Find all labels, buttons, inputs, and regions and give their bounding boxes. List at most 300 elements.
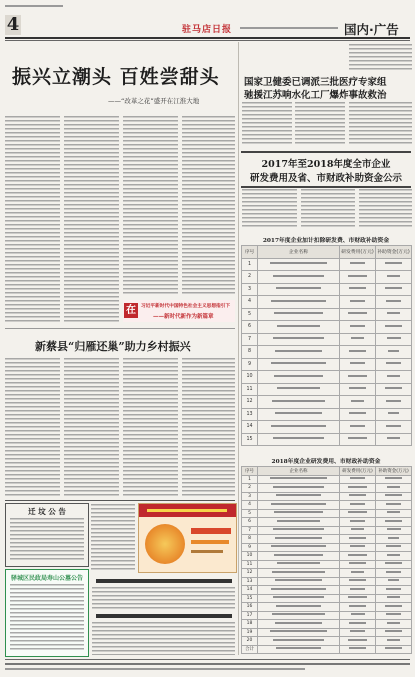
table-row — [242, 637, 412, 646]
table1-header-rd-cost: 研发费用(万元) — [340, 246, 376, 259]
row-seq: 1 — [242, 475, 258, 484]
header-rule — [5, 37, 410, 39]
table1-title: 2017年度企业加计扣除研发费、市财政补助资金 — [262, 238, 390, 244]
cell-text-bar — [276, 287, 321, 289]
cell-text-bar — [385, 494, 403, 496]
cemetery-notice-body — [10, 584, 84, 652]
row-subsidy — [376, 396, 412, 409]
cell-text-bar — [387, 622, 399, 624]
cell-text-bar — [350, 325, 366, 327]
row-seq: 11 — [242, 383, 258, 396]
row-seq: 14 — [242, 586, 258, 595]
row-company — [258, 501, 340, 510]
row-rd-cost — [340, 271, 376, 284]
cell-text-bar — [388, 579, 400, 581]
cell-text-bar — [275, 622, 323, 624]
row-company — [258, 560, 340, 569]
table1-header-row — [242, 246, 412, 259]
table1-header-seq: 序号 — [242, 246, 258, 259]
row-rd-cost — [340, 321, 376, 334]
cell-text-bar — [349, 494, 366, 496]
cell-text-bar — [348, 437, 367, 439]
editor-credits — [240, 27, 338, 29]
lottery-ad-banner-text — [147, 509, 227, 512]
row-company — [258, 296, 340, 309]
row-seq: 12 — [242, 396, 258, 409]
cell-text-bar — [350, 520, 366, 522]
row-subsidy — [376, 258, 412, 271]
row-company — [258, 346, 340, 359]
row-subsidy — [376, 484, 412, 493]
row-seq: 6 — [242, 518, 258, 527]
row-subsidy — [376, 501, 412, 510]
row-company — [258, 509, 340, 518]
cell-text-bar — [385, 630, 401, 632]
row-seq: 19 — [242, 628, 258, 637]
cell-text-bar — [277, 387, 321, 389]
disclosure-body-col3 — [359, 189, 412, 229]
cell-text-bar — [277, 562, 321, 564]
cell-text-bar — [387, 486, 401, 488]
row-rd-cost — [340, 535, 376, 544]
row-subsidy — [376, 333, 412, 346]
cemetery-notice — [5, 569, 89, 657]
row-rd-cost — [340, 492, 376, 501]
table1-body — [242, 258, 412, 446]
cell-text-bar — [350, 630, 365, 632]
table-row — [242, 321, 412, 334]
row-company — [258, 408, 340, 421]
row-subsidy — [376, 296, 412, 309]
row-subsidy — [376, 271, 412, 284]
row-subsidy — [376, 408, 412, 421]
right-headline-line-2: 驰援江苏响水化工厂爆炸事故救治 — [244, 90, 387, 101]
table-row — [242, 509, 412, 518]
disclosure-title-box — [241, 151, 411, 188]
row-subsidy — [376, 611, 412, 620]
table-row — [242, 552, 412, 561]
row-subsidy — [376, 346, 412, 359]
cell-text-bar — [349, 287, 366, 289]
cell-text-bar — [271, 425, 327, 427]
row-subsidy — [376, 358, 412, 371]
cell-text-bar — [276, 605, 321, 607]
row-subsidy — [376, 637, 412, 646]
row-seq: 1 — [242, 258, 258, 271]
cell-text-bar — [349, 562, 365, 564]
row-subsidy — [376, 518, 412, 527]
row-seq: 15 — [242, 594, 258, 603]
table2-header-seq: 序号 — [242, 467, 258, 476]
row-subsidy — [376, 421, 412, 434]
cell-text-bar — [274, 511, 323, 513]
row-rd-cost — [340, 645, 376, 654]
cell-text-bar — [351, 528, 364, 530]
cell-text-bar — [350, 362, 365, 364]
footer-info-line-1 — [5, 663, 410, 665]
row-company — [258, 577, 340, 586]
row-company — [258, 433, 340, 446]
row-seq: 合计 — [242, 645, 258, 654]
row-rd-cost — [340, 509, 376, 518]
cell-text-bar — [387, 437, 400, 439]
row-company — [258, 321, 340, 334]
row-company — [258, 258, 340, 271]
row-company — [258, 611, 340, 620]
row-subsidy — [376, 628, 412, 637]
row-seq: 2 — [242, 484, 258, 493]
row-seq: 4 — [242, 501, 258, 510]
row-subsidy — [376, 535, 412, 544]
row-seq: 8 — [242, 535, 258, 544]
page-number: 4 — [6, 14, 20, 35]
row-seq: 11 — [242, 560, 258, 569]
right-article-body-col3 — [349, 102, 412, 146]
cell-text-bar — [273, 437, 323, 439]
row-subsidy — [376, 492, 412, 501]
row-rd-cost — [340, 433, 376, 446]
row-rd-cost — [340, 637, 376, 646]
cell-text-bar — [385, 520, 401, 522]
table-row — [242, 543, 412, 552]
main-article-body-col4 — [182, 116, 235, 296]
row-company — [258, 421, 340, 434]
cell-text-bar — [271, 545, 326, 547]
cell-text-bar — [273, 528, 325, 530]
cell-text-bar — [386, 503, 401, 505]
row-subsidy — [376, 283, 412, 296]
cell-text-bar — [350, 425, 365, 427]
row-rd-cost — [340, 408, 376, 421]
lottery-ad — [138, 503, 237, 573]
table-row — [242, 433, 412, 446]
cell-text-bar — [276, 647, 321, 649]
row-seq: 14 — [242, 421, 258, 434]
cell-text-bar — [387, 375, 400, 377]
table-row — [242, 518, 412, 527]
header-rule-thin — [5, 40, 410, 41]
lottery-ad-headline — [191, 528, 231, 534]
cell-text-bar — [351, 337, 364, 339]
cell-text-bar — [271, 503, 325, 505]
cell-text-bar — [351, 613, 365, 615]
cell-text-bar — [271, 300, 325, 302]
row-rd-cost — [340, 396, 376, 409]
row-subsidy — [376, 560, 412, 569]
cell-text-bar — [274, 375, 323, 377]
cell-text-bar — [387, 528, 401, 530]
cell-text-bar — [273, 337, 325, 339]
cell-text-bar — [386, 613, 401, 615]
cell-text-bar — [385, 605, 402, 607]
cell-text-bar — [385, 262, 401, 264]
row-rd-cost — [340, 383, 376, 396]
row-subsidy — [376, 594, 412, 603]
row-rd-cost — [340, 526, 376, 535]
row-subsidy — [376, 308, 412, 321]
cell-text-bar — [275, 350, 321, 352]
main-subtitle: ——“改革之花”盛开在江淮大地 — [108, 97, 200, 105]
row-rd-cost — [340, 371, 376, 384]
row-company — [258, 603, 340, 612]
table1 — [241, 245, 412, 446]
cell-text-bar — [385, 287, 403, 289]
cell-text-bar — [348, 554, 367, 556]
article2-body-col1 — [5, 358, 60, 498]
row-seq: 13 — [242, 577, 258, 586]
row-seq: 3 — [242, 492, 258, 501]
cell-text-bar — [274, 312, 323, 314]
row-company — [258, 358, 340, 371]
cell-text-bar — [274, 554, 323, 556]
table2 — [241, 466, 412, 654]
cell-text-bar — [271, 588, 327, 590]
row-company — [258, 594, 340, 603]
row-rd-cost — [340, 501, 376, 510]
row-company — [258, 333, 340, 346]
cell-text-bar — [387, 639, 401, 641]
article2-body-col2 — [64, 358, 119, 498]
cell-text-bar — [276, 494, 321, 496]
cell-text-bar — [385, 477, 401, 479]
row-seq: 10 — [242, 552, 258, 561]
cell-text-bar — [351, 400, 365, 402]
row-company — [258, 543, 340, 552]
cell-text-bar — [385, 647, 403, 649]
table-row — [242, 308, 412, 321]
row-rd-cost — [340, 560, 376, 569]
cell-text-bar — [349, 537, 366, 539]
row-rd-cost — [340, 611, 376, 620]
table-row — [242, 569, 412, 578]
right-article-body-col1 — [242, 102, 292, 146]
table-row — [242, 333, 412, 346]
cell-text-bar — [350, 588, 365, 590]
cell-text-bar — [350, 545, 365, 547]
cell-text-bar — [348, 511, 366, 513]
row-rd-cost — [340, 333, 376, 346]
table2-header-subsidy: 补助资金(万元) — [376, 467, 412, 476]
row-subsidy — [376, 433, 412, 446]
table-row — [242, 645, 412, 654]
row-rd-cost — [340, 283, 376, 296]
theme-banner — [123, 300, 235, 322]
table-row — [242, 594, 412, 603]
right-headline-line-1: 国家卫健委已调派三批医疗专家组 — [244, 77, 387, 88]
row-rd-cost — [340, 577, 376, 586]
table-row — [242, 484, 412, 493]
row-company — [258, 628, 340, 637]
table1-header-company: 企业名称 — [258, 246, 340, 259]
row-rd-cost — [340, 346, 376, 359]
row-company — [258, 371, 340, 384]
row-subsidy — [376, 569, 412, 578]
row-seq: 5 — [242, 308, 258, 321]
table-row — [242, 296, 412, 309]
row-rd-cost — [340, 586, 376, 595]
row-subsidy — [376, 383, 412, 396]
cell-text-bar — [385, 562, 402, 564]
cell-text-bar — [351, 571, 365, 573]
row-company — [258, 283, 340, 296]
footer-rule — [5, 659, 410, 660]
right-article-body-col2 — [295, 102, 345, 146]
row-subsidy — [376, 603, 412, 612]
table-row — [242, 560, 412, 569]
lottery-ad-subline — [191, 540, 229, 544]
cell-text-bar — [275, 537, 321, 539]
cell-text-bar — [273, 275, 324, 277]
cell-text-bar — [272, 400, 325, 402]
row-seq: 15 — [242, 433, 258, 446]
table-row — [242, 577, 412, 586]
disclosure-body-col1 — [242, 189, 297, 229]
cell-text-bar — [350, 300, 364, 302]
row-seq: 5 — [242, 509, 258, 518]
cell-text-bar — [350, 503, 364, 505]
section-divider — [5, 328, 235, 329]
row-seq: 2 — [242, 271, 258, 284]
row-subsidy — [376, 552, 412, 561]
ads-divider — [5, 500, 235, 501]
cell-text-bar — [387, 275, 401, 277]
row-subsidy — [376, 620, 412, 629]
relocation-notice-title: 迁 坟 公 告 — [28, 507, 66, 516]
table-row — [242, 611, 412, 620]
row-seq: 6 — [242, 321, 258, 334]
article2-headline: 新蔡县“归雁还巢”助力乡村振兴 — [35, 340, 191, 353]
row-subsidy — [376, 586, 412, 595]
cell-text-bar — [348, 486, 367, 488]
table-row — [242, 421, 412, 434]
cell-text-bar — [349, 647, 366, 649]
cell-text-bar — [388, 537, 400, 539]
table-row — [242, 358, 412, 371]
cell-text-bar — [348, 312, 366, 314]
cell-text-bar — [386, 571, 400, 573]
table-row — [242, 586, 412, 595]
table-row — [242, 283, 412, 296]
row-seq: 7 — [242, 333, 258, 346]
cell-text-bar — [277, 520, 320, 522]
cell-text-bar — [350, 262, 365, 264]
row-subsidy — [376, 371, 412, 384]
row-rd-cost — [340, 358, 376, 371]
table-row — [242, 408, 412, 421]
header-dateline — [5, 5, 63, 7]
disclosure-body-col2 — [301, 189, 355, 229]
row-company — [258, 518, 340, 527]
row-seq: 10 — [242, 371, 258, 384]
cell-text-bar — [349, 412, 367, 414]
row-subsidy — [376, 526, 412, 535]
cell-text-bar — [273, 639, 324, 641]
cell-text-bar — [348, 275, 367, 277]
cell-text-bar — [388, 412, 400, 414]
table-row — [242, 620, 412, 629]
row-company — [258, 484, 340, 493]
table-row — [242, 501, 412, 510]
row-seq: 20 — [242, 637, 258, 646]
row-seq: 3 — [242, 283, 258, 296]
row-company — [258, 475, 340, 484]
cell-text-bar — [386, 588, 402, 590]
relocation-notice-body — [10, 518, 84, 562]
column-divider — [238, 42, 239, 655]
row-company — [258, 492, 340, 501]
article2-body-col3 — [123, 358, 178, 498]
cell-text-bar — [349, 350, 366, 352]
row-seq: 18 — [242, 620, 258, 629]
row-seq: 8 — [242, 346, 258, 359]
cell-text-bar — [270, 477, 327, 479]
main-article-body-col3 — [123, 116, 178, 296]
row-seq: 9 — [242, 358, 258, 371]
row-rd-cost — [340, 569, 376, 578]
row-rd-cost — [340, 421, 376, 434]
cell-text-bar — [387, 511, 400, 513]
cell-text-bar — [349, 387, 365, 389]
cell-text-bar — [270, 630, 327, 632]
row-rd-cost — [340, 475, 376, 484]
public-notice-2-body — [92, 622, 235, 655]
cell-text-bar — [273, 596, 323, 598]
cell-text-bar — [349, 579, 367, 581]
table1-header-subsidy: 补助资金(万元) — [376, 246, 412, 259]
row-company — [258, 535, 340, 544]
cell-text-bar — [272, 613, 325, 615]
cell-text-bar — [350, 477, 365, 479]
row-seq: 16 — [242, 603, 258, 612]
article2-body-col4 — [182, 358, 235, 498]
row-rd-cost — [340, 296, 376, 309]
row-rd-cost — [340, 543, 376, 552]
table-row — [242, 371, 412, 384]
cell-text-bar — [387, 554, 400, 556]
relocation-notice — [5, 503, 89, 567]
disclosure-title-line-1: 2017年至2018年度全市企业 — [261, 159, 391, 170]
banner-line-1: 习近平新时代中国特色社会主义思想指引下 — [141, 304, 231, 309]
row-rd-cost — [340, 484, 376, 493]
row-company — [258, 383, 340, 396]
main-article-body-col1 — [5, 116, 60, 322]
row-subsidy — [376, 509, 412, 518]
main-article-body-col2 — [64, 116, 119, 322]
cell-text-bar — [387, 337, 401, 339]
banner-mark: 在 — [126, 305, 136, 316]
row-seq: 9 — [242, 543, 258, 552]
row-rd-cost — [340, 628, 376, 637]
row-company — [258, 396, 340, 409]
cell-text-bar — [270, 262, 327, 264]
row-subsidy — [376, 475, 412, 484]
row-rd-cost — [340, 518, 376, 527]
row-subsidy — [376, 645, 412, 654]
cell-text-bar — [348, 639, 367, 641]
public-notice-1-headline — [96, 579, 232, 583]
cell-text-bar — [348, 596, 367, 598]
row-subsidy — [376, 321, 412, 334]
newspaper-logo: 驻马店日报 — [182, 25, 233, 35]
row-subsidy — [376, 543, 412, 552]
row-seq: 4 — [242, 296, 258, 309]
cell-text-bar — [349, 622, 367, 624]
table2-title: 2018年度企业研发费用、市财政补助资金 — [271, 459, 381, 465]
row-rd-cost — [340, 620, 376, 629]
cell-text-bar — [349, 605, 365, 607]
cell-text-bar — [387, 596, 400, 598]
ad-text-column — [91, 504, 135, 570]
